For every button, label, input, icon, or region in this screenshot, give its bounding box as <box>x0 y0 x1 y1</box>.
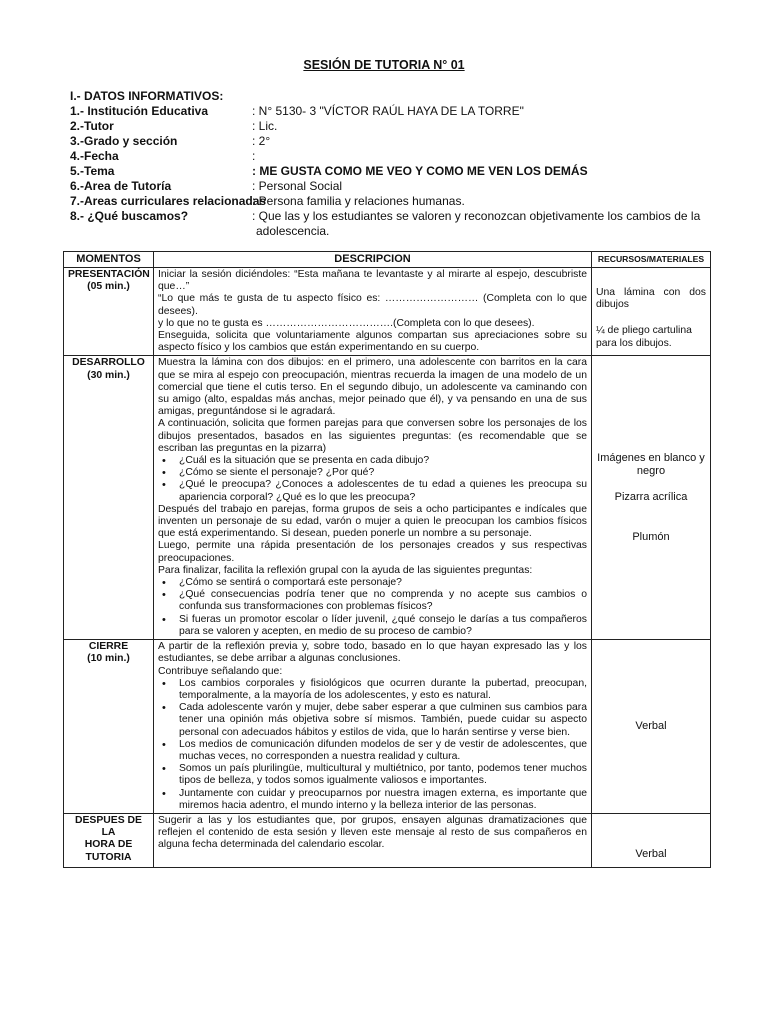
info-value: : Lic. <box>252 119 278 133</box>
info-row <box>70 209 710 239</box>
preguntas-reflexion <box>158 577 587 638</box>
info-label: 4.-Fecha <box>70 149 119 163</box>
info-label: 5.-Tema <box>70 164 115 178</box>
info-value: : Personal Social <box>252 179 343 193</box>
header-momentos: MOMENTOS <box>64 252 154 268</box>
list-item: • ¿Cuál es la situación que se presenta en cada dibujo? <box>179 455 587 467</box>
table-row <box>64 356 711 640</box>
session-table <box>63 251 711 868</box>
info-label: 1.- Institución Educativa <box>70 104 209 118</box>
datos-heading: I.- DATOS INFORMATIVOS: <box>70 89 224 103</box>
info-row <box>70 119 710 134</box>
info-row <box>70 194 710 209</box>
recursos-despues: Verbal <box>592 813 711 867</box>
momento-presentacion: PRESENTACIÓN (05 min.) <box>64 268 154 356</box>
info-label: 7.-Areas curriculares relacionadas <box>70 194 267 208</box>
list-item: • Los cambios corporales y fisiológicos que ocurren durante la pubertad, preocupan, temporalmente, a la mayoría de los adolescentes, y esto es natural. <box>179 678 587 702</box>
info-label: 6.-Area de Tutoría <box>70 179 172 193</box>
info-label: 8.- ¿Qué buscamos? <box>70 209 189 223</box>
info-label: 2.-Tutor <box>70 119 114 133</box>
list-item: • Somos un país plurilingüe, multicultural y multiétnico, por tanto, podemos tener muchos tipos de belleza, y todos somos igualmente valiosos e importantes. <box>179 763 587 787</box>
info-value: : N° 5130- 3 "VÍCTOR RAÚL HAYA DE LA TORRE" <box>252 104 524 118</box>
document-title: SESIÓN DE TUTORIA N° 01 <box>303 58 465 72</box>
table-header-row <box>64 252 711 268</box>
recursos-presentacion: Una lámina con dos dibujos ¼ de pliego cartulina para los dibujos. <box>592 268 711 356</box>
info-value: : <box>252 149 256 163</box>
list-item: • Si fueras un promotor escolar o líder juvenil, ¿qué consejo le darías a tus compañeros para se valoren y acepten, en medio de su proceso de cambio? <box>179 614 587 638</box>
descripcion-cierre: A partir de la reflexión previa y, sobre todo, basado en lo que hayan expresado las y los estudiantes, se debe arribar a algunas conclusiones. Contribuye señalando que: • Los cambios corporales y fisiológicos que ocurren durante la pubertad, preocupan, temporalmente, a la mayoría de los adolescentes, y esto es natural. • Cada adolescente varón y mujer, debe saber esperar a que culminen sus cambios para tener una opinión más objetiva sobre sí mismos. También, puede cuidar su aspecto personal con adecuados hábitos y estilos de vida, que lo harán sentirse y verse bien. • Los medios de comunicación difunden modelos de ser y de vestir de adolescentes, que muchas veces, no corresponden a nuestra realidad y cultura. • Somos un país plurilingüe, multicultural y multiétnico, por tanto, podemos tener muchos tipos de belleza, y todos somos igualmente valiosos e importantes. • Juntamente con cuidar y preocuparnos por nuestra imagen externa, es importante que miremos hacia adentro, el mundo interno y la belleza interior de las personas. <box>154 640 592 814</box>
info-label: 3.-Grado y sección <box>70 134 178 148</box>
descripcion-despues: Sugerir a las y los estudiantes que, por grupos, ensayen algunas dramatizaciones que reflejen el contenido de esta sesión y lleven este mensaje al resto de sus compañeros en alguna fecha determinada del calendario escolar. <box>154 813 592 867</box>
datos-informativos <box>70 89 710 239</box>
list-item: • ¿Cómo se sentirá o comportará este personaje? <box>179 577 587 589</box>
recursos-cierre: Verbal <box>592 640 711 814</box>
conclusiones <box>158 678 587 812</box>
list-item: • ¿Cómo se siente el personaje? ¿Por qué? <box>179 467 587 479</box>
header-recursos: RECURSOS/MATERIALES <box>592 252 711 268</box>
list-item: • Los medios de comunicación difunden modelos de ser y de vestir de adolescentes, que muchas veces, no corresponden a nuestra realidad y cultura. <box>179 739 587 763</box>
table-row <box>64 813 711 867</box>
list-item: • ¿Qué le preocupa? ¿Conoces a adolescentes de tu edad a quienes les preocupa su apariencia corporal? ¿Qué es lo que les preocupa? <box>179 479 587 503</box>
header-descripcion: DESCRIPCION <box>154 252 592 268</box>
info-row <box>70 104 710 119</box>
recursos-desarrollo: Imágenes en blanco y negro Pizarra acrílica Plumón <box>592 356 711 640</box>
list-item: • Juntamente con cuidar y preocuparnos por nuestra imagen externa, es importante que miremos hacia adentro, el mundo interno y la belleza interior de las personas. <box>179 788 587 812</box>
info-row <box>70 134 710 149</box>
info-value: : Persona familia y relaciones humanas. <box>252 194 465 208</box>
list-item: • ¿Qué consecuencias podría tener que no comprenda y no acepte sus cambios o confunda sus transformaciones con problemas físicos? <box>179 589 587 613</box>
info-value: : ME GUSTA COMO ME VEO Y COMO ME VEN LOS DEMÁS <box>252 164 588 178</box>
info-row <box>70 164 710 179</box>
momento-despues: DESPUES DE LA HORA DE TUTORIA <box>64 813 154 867</box>
table-row <box>64 268 711 356</box>
info-row <box>70 149 710 164</box>
list-item: • Cada adolescente varón y mujer, debe saber esperar a que culminen sus cambios para tener una opinión más objetiva sobre sí mismos. También, puede cuidar su aspecto personal con adecuados hábitos y estilos de vida, que lo harán sentirse y verse bien. <box>179 702 587 739</box>
info-row <box>70 179 710 194</box>
descripcion-presentacion: Iniciar la sesión diciéndoles: “Esta mañana te levantaste y al mirarte al espejo, descubriste que…” “Lo que más te gusta de tu aspecto físico es: ……………………… (Completa con lo que desees). y lo que no te gusta es ……………………………….(Completa con lo que desees). Enseguida, solicita que voluntariamente algunos compartan sus apreciaciones sobre su aspecto físico y los cambios que están experimentando en su cuerpo. <box>154 268 592 356</box>
descripcion-desarrollo: Muestra la lámina con dos dibujos: en el primero, una adolescente con barritos en la cara que se mira al espejo con preocupación, mientras recuerda la imagen de una modelo de un comercial que tiene el cutis terso. En el segundo dibujo, un adolescente va caminando con su amigo (alto, espaldas más anchas, mejor peinado que él), y va pensando en una de sus amigas, preguntándose si le agradará. A continuación, solicita que formen parejas para que conversen sobre los personajes de los dibujos presentados, basados en las siguientes preguntas: (es recomendable que se escriban las preguntas en la pizarra) • ¿Cuál es la situación que se presenta en cada dibujo? • ¿Cómo se siente el personaje? ¿Por qué? • ¿Qué le preocupa? ¿Conoces a adolescentes de tu edad a quienes les preocupa su apariencia corporal? ¿Qué es lo que les preocupa? Después del trabajo en parejas, forma grupos de seis a ocho participantes e indícales que inventen un personaje de su edad, varón o mujer a quien le preocupan los cambios físicos que está experimentando. Si desean, pueden ponerle un nombre a su personaje. Luego, permite una rápida presentación de los personajes creados y sus respectivas preocupaciones. Para finalizar, facilita la reflexión grupal con la ayuda de las siguientes preguntas: • ¿Cómo se sentirá o comportará este personaje? • ¿Qué consecuencias podría tener que no comprenda y no acepte sus cambios o confunda sus transformaciones con problemas físicos? • Si fueras un promotor escolar o líder juvenil, ¿qué consejo le darías a tus compañeros para se valoren y acepten, en medio de su proceso de cambio? <box>154 356 592 640</box>
info-value: : Que las y los estudiantes se valoren y reconozcan objetivamente los cambios de la adolescencia. <box>252 209 701 238</box>
info-value: : 2° <box>252 134 271 148</box>
momento-desarrollo: DESARROLLO (30 min.) <box>64 356 154 640</box>
table-row <box>64 640 711 814</box>
preguntas-parejas <box>158 455 587 504</box>
momento-cierre: CIERRE (10 min.) <box>64 640 154 814</box>
